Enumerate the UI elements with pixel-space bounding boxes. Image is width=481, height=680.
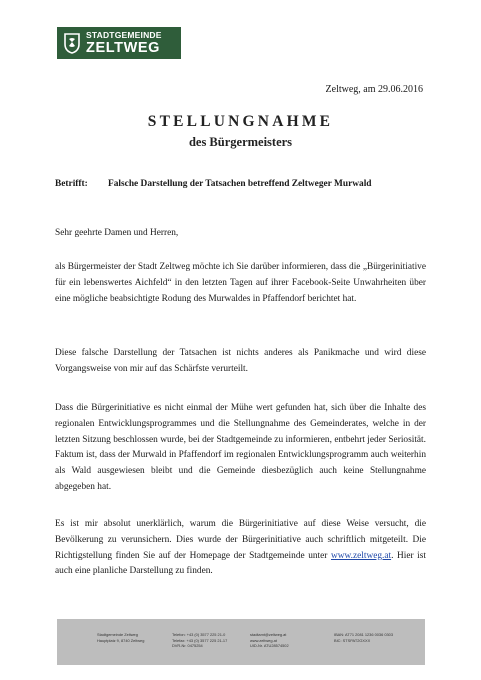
footer-line: Stadtgemeinde Zeltweg — [97, 632, 138, 637]
footer-line: UID-Nr. ATU28574502 — [250, 643, 289, 649]
footer-email[interactable]: stadtamt@zeltweg.at — [250, 632, 287, 637]
contact-footer — [57, 619, 425, 665]
city-emblem-icon — [61, 31, 83, 55]
paragraph-4-text-end: . Hier ist auch eine planliche Darstellung zu finden. — [55, 550, 426, 577]
subject-label: Betrifft: — [55, 179, 88, 189]
footer-web — [250, 632, 289, 649]
footer-address — [97, 632, 144, 643]
footer-line: Telefax: +43 (0) 3577 225 21-17 — [172, 637, 228, 643]
footer-line: Telefon: +43 (0) 3577 225 21-0 — [172, 632, 226, 637]
date-line: Zeltweg, am 29.06.2016 — [325, 84, 423, 95]
municipality-logo — [57, 27, 181, 59]
salutation: Sehr geehrte Damen und Herren, — [55, 228, 179, 238]
logo-text-bottom: ZELTWEG — [86, 39, 161, 56]
paragraph-2: Diese falsche Darstellung der Tatsachen ist nichts anderes als Panikmache und wird diese Vorgangsweise von mir auf das Schärfste verurteilt. — [55, 348, 426, 374]
footer-line: BIC: STSPAT2GXXX — [334, 637, 371, 643]
homepage-link[interactable]: www.zeltweg.at — [330, 550, 392, 561]
paragraph-1: als Bürgermeister der Stadt Zeltweg möchte ich Sie darüber informieren, dass die „Bürgerinitiative für ein lebenswertes Aichfeld“ in den letzten Tagen auf ihrer Facebook-Seite Unwahrheiten über eine mögliche beabsichtigte Rodung des Murwaldes in Pfaffendorf berichtet hat. — [55, 262, 426, 304]
paragraph-4-text-start: Es ist mir absolut unerklärlich, warum die Bürgerinitiative auf diese Weise versucht, die Bevölkerung zu verunsichern. Dies wurde der Bürgerinitiative auch schriftlich mitgeteilt. Die Richtigstellung finden Sie auf der Homepage der Stadtgemeinde unter — [55, 519, 426, 561]
subject-line — [55, 179, 372, 189]
footer-website[interactable]: www.zeltweg.at — [250, 637, 277, 643]
footer-line: Hauptplatz 9, 8740 Zeltweg — [97, 637, 145, 643]
subject-text: Falsche Darstellung der Tatsachen betreffend Zeltweger Murwald — [108, 179, 372, 189]
document-title: STELLUNGNAHME — [147, 113, 334, 130]
footer-line: IBAN: AT71 2081 1236 0036 0303 — [334, 632, 393, 637]
footer-phone — [172, 632, 227, 649]
paragraph-3: Dass die Bürgerinitiative es nicht einmal der Mühe wert gefunden hat, sich über die Inhalte des regionalen Entwicklungsprogrammes und die Stellungnahme des Gemeinderates, welche in der letzten Sitzung beschlossen wurde, bei der Stadtgemeinde zu informieren, entbehrt jeder Seriosität. Faktum ist, dass der Murwald in Pfaffendorf im regionalen Entwicklungsprogramm auch weiterhin als Wald ausgewiesen bleibt und die Gemeinde diesbezüglich auch keine Stellungnahme abgegeben hat. — [55, 403, 426, 492]
document-subtitle: des Bürgermeisters — [188, 135, 293, 149]
logo-text-top: STADTGEMEINDE — [86, 30, 162, 40]
footer-bank — [334, 632, 393, 643]
footer-line: DVR-Nr. 0475254 — [172, 643, 203, 649]
paragraph-4 — [55, 517, 426, 580]
